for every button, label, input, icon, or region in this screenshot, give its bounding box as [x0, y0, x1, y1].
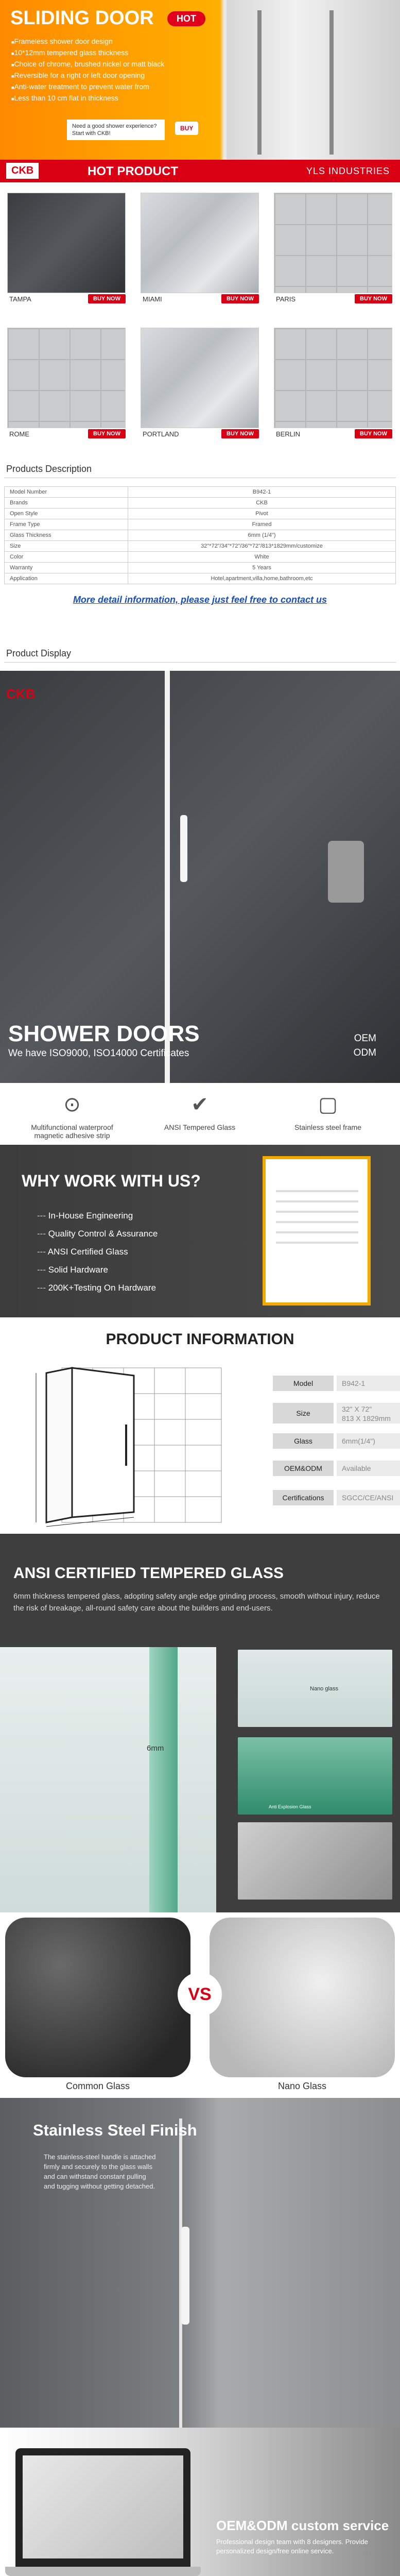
product-card-portland[interactable]	[141, 328, 259, 439]
product-name: MIAMI	[143, 295, 162, 303]
magnet-icon: ⊙	[63, 1093, 81, 1116]
spec-key: Application	[5, 573, 128, 584]
section-title: Product Display	[6, 648, 72, 658]
spec-value: B942-1	[128, 487, 396, 498]
certificate-lines	[276, 1190, 358, 1192]
frame-icon: ▢	[318, 1093, 338, 1116]
product-card-berlin[interactable]	[274, 328, 392, 439]
thumb-label: Nano glass	[310, 1686, 339, 1692]
spec-value: B942-1	[337, 1376, 400, 1391]
door-drawing	[15, 1363, 232, 1528]
product-image[interactable]	[7, 193, 126, 293]
feature-magnet	[21, 1090, 124, 1140]
spec-key: Color	[5, 552, 128, 563]
spec-value: Hotel,apartment,villa,home,bathroom,etc	[128, 573, 396, 584]
spec-value: 5 Years	[128, 563, 396, 573]
list-item: --- Solid Hardware	[37, 1261, 158, 1279]
banner-feature: ■ 10*12mm tempered glass thickness	[11, 47, 164, 59]
feature-label: Multifunctional waterproof magnetic adhesive strip	[31, 1123, 113, 1140]
spec-value: SGCC/CE/ANSI	[337, 1490, 400, 1505]
hero-oem-odm	[354, 1031, 376, 1060]
spec-value: Available	[337, 1461, 400, 1476]
common-glass-image	[5, 1918, 190, 2091]
table-row	[5, 541, 396, 552]
spec-value: 6mm(1/4")	[337, 1433, 400, 1449]
table-row	[5, 563, 396, 573]
divider	[4, 662, 396, 663]
company-name: YLS INDUSTRIES	[306, 166, 390, 176]
contact-us-link[interactable]: More detail information, please just feel free to contact us	[73, 595, 327, 605]
thickness-label: 6mm	[147, 1744, 164, 1753]
hero-subtitle: We have ISO9000, ISO14000 Certificates	[8, 1048, 189, 1059]
glass-description: 6mm thickness tempered glass, adopting safety angle edge grinding process, smooth without injury, reduce the risk of breakage, all-round safety care about the builders and end-users.	[13, 1592, 380, 1613]
why-title: WHY WORK WITH US?	[22, 1172, 201, 1190]
banner-buy-button[interactable]: BUY	[175, 122, 198, 135]
buy-now-button[interactable]: BUY NOW	[88, 429, 126, 438]
banner-shower-image	[227, 0, 400, 160]
oem-description: Professional design team with 8 designers. Provide personalized design/free online service.	[216, 2538, 368, 2555]
feature-label: ANSI Tempered Glass	[164, 1123, 236, 1131]
table-row	[5, 552, 396, 563]
spec-key: Open Style	[5, 509, 128, 519]
spec-value: White	[128, 552, 396, 563]
stainless-steel-finish	[0, 2098, 400, 2428]
oem-title: OEM&ODM custom service	[216, 2518, 389, 2533]
oem-label: OEM	[354, 1033, 376, 1044]
product-image[interactable]	[141, 193, 259, 293]
list-item: --- Quality Control & Assurance	[37, 1225, 158, 1243]
sliding-door-banner	[0, 0, 400, 160]
spec-key: Frame Type	[5, 519, 128, 530]
product-name: BERLIN	[276, 430, 300, 438]
spec-value: Pivot	[128, 509, 396, 519]
hot-product-bar	[0, 160, 400, 182]
table-row	[5, 487, 396, 498]
spec-value: 32" X 72" 813 X 1829mm	[337, 1403, 400, 1423]
shield-check-icon: ✔	[191, 1093, 208, 1116]
buy-now-button[interactable]: BUY NOW	[355, 294, 392, 303]
glass-door-thumb	[238, 1822, 392, 1900]
shower-doors-hero	[0, 671, 400, 1083]
banner-feature: ■ Less than 10 cm flat in thickness	[11, 93, 164, 104]
banner-title: SLIDING DOOR	[10, 7, 154, 29]
feature-steel-frame	[276, 1090, 379, 1131]
product-card-paris[interactable]	[274, 193, 392, 304]
hot-product-title: HOT PRODUCT	[88, 164, 178, 178]
spec-key: OEM&ODM	[273, 1461, 334, 1476]
stainless-description: The stainless-steel handle is attached firmly and securely to the glass walls and can withstand constant pulling and tugging without getting detached.	[44, 2153, 156, 2190]
product-card-rome[interactable]	[7, 328, 126, 439]
product-name: TAMPA	[9, 295, 31, 303]
door-handle	[181, 2227, 189, 2325]
laptop-image	[15, 2448, 190, 2567]
product-image[interactable]	[274, 193, 392, 293]
why-list	[37, 1207, 158, 1297]
anti-explosion-thumb	[238, 1737, 392, 1815]
buy-now-button[interactable]: BUY NOW	[355, 429, 392, 438]
vs-badge: VS	[178, 1972, 222, 2016]
product-image[interactable]	[7, 328, 126, 428]
spec-key: Glass Thickness	[5, 530, 128, 541]
hot-badge: HOT	[167, 11, 205, 26]
spec-value: 6mm (1/4")	[128, 530, 396, 541]
banner-feature-list	[11, 36, 164, 104]
odm-label: ODM	[353, 1047, 376, 1058]
nano-glass-label: Nano Glass	[277, 2081, 327, 2091]
spec-value: Framed	[128, 519, 396, 530]
ansi-tempered-glass	[0, 1534, 400, 1912]
table-row	[5, 519, 396, 530]
spec-table	[4, 486, 396, 584]
spec-value: CKB	[128, 498, 396, 509]
door-handle	[180, 815, 187, 882]
product-name: PORTLAND	[143, 430, 179, 438]
spec-value: 32"*72"/34"*72"/36"*72"/813*1829mm/customize	[128, 541, 396, 552]
banner-feature: ■ Reversible for a right or left door opening	[11, 70, 164, 81]
hot-product-grid	[0, 182, 400, 461]
spec-key: Model Number	[5, 487, 128, 498]
table-row	[5, 509, 396, 519]
bath-fixture	[328, 841, 364, 903]
feature-icons-row	[0, 1083, 400, 1145]
nano-glass-image	[210, 1918, 395, 2091]
why-work-with-us	[0, 1145, 400, 1317]
oem-odm-service	[0, 2428, 400, 2576]
banner-tagline: Need a good shower experience? Start with CKB!	[67, 120, 165, 140]
product-image[interactable]	[274, 328, 392, 428]
feature-ansi-glass	[148, 1090, 251, 1131]
spec-key: Warranty	[5, 563, 128, 573]
list-item: --- 200K+Testing On Hardware	[37, 1279, 158, 1297]
table-row	[5, 498, 396, 509]
product-information	[0, 1317, 400, 1534]
ckb-logo: CKB	[6, 686, 36, 702]
spec-key: Model	[273, 1376, 334, 1391]
spec-key: Size	[5, 541, 128, 552]
stainless-title: Stainless Steel Finish	[33, 2121, 197, 2139]
product-name: PARIS	[276, 295, 296, 303]
spec-key: Size	[273, 1403, 334, 1423]
banner-feature: ■ Choice of chrome, brushed nickel or matt black	[11, 59, 164, 70]
glass-edge-image	[0, 1647, 216, 1912]
feature-label: Stainless steel frame	[294, 1123, 361, 1131]
section-title: Products Description	[6, 464, 92, 474]
spec-key: Brands	[5, 498, 128, 509]
product-display-header	[0, 645, 400, 671]
table-row	[5, 573, 396, 584]
table-row	[5, 530, 396, 541]
common-glass-label: Common Glass	[65, 2081, 130, 2091]
banner-feature: ■ Frameless shower door design	[11, 36, 164, 47]
thumb-label: Anti Explosion Glass	[269, 1804, 311, 1809]
nano-glass-thumb	[238, 1650, 392, 1727]
info-title: PRODUCT INFORMATION	[106, 1331, 294, 1348]
buy-now-button[interactable]: BUY NOW	[221, 429, 259, 438]
product-card-tampa[interactable]	[7, 193, 126, 304]
product-name: ROME	[9, 430, 29, 438]
list-item: --- In-House Engineering	[37, 1207, 158, 1225]
banner-feature: ■ Anti-water treatment to prevent water from	[11, 81, 164, 93]
products-description	[0, 461, 400, 645]
glass-edge	[149, 1647, 178, 1912]
product-image[interactable]	[141, 328, 259, 428]
glass-title: ANSI CERTIFIED TEMPERED GLASS	[13, 1565, 284, 1582]
hero-title: SHOWER DOORS	[8, 1021, 200, 1046]
laptop-screen	[23, 2455, 183, 2558]
spec-key: Certifications	[273, 1490, 334, 1505]
buy-now-button[interactable]: BUY NOW	[221, 294, 259, 303]
list-item: --- ANSI Certified Glass	[37, 1243, 158, 1261]
product-card-miami[interactable]	[141, 193, 259, 304]
glass-comparison	[0, 1912, 400, 2098]
buy-now-button[interactable]: BUY NOW	[88, 294, 126, 303]
ckb-logo: CKB	[6, 163, 39, 179]
laptop-base	[5, 2567, 201, 2576]
certificate-image	[263, 1156, 371, 1306]
spec-key: Glass	[273, 1433, 334, 1449]
